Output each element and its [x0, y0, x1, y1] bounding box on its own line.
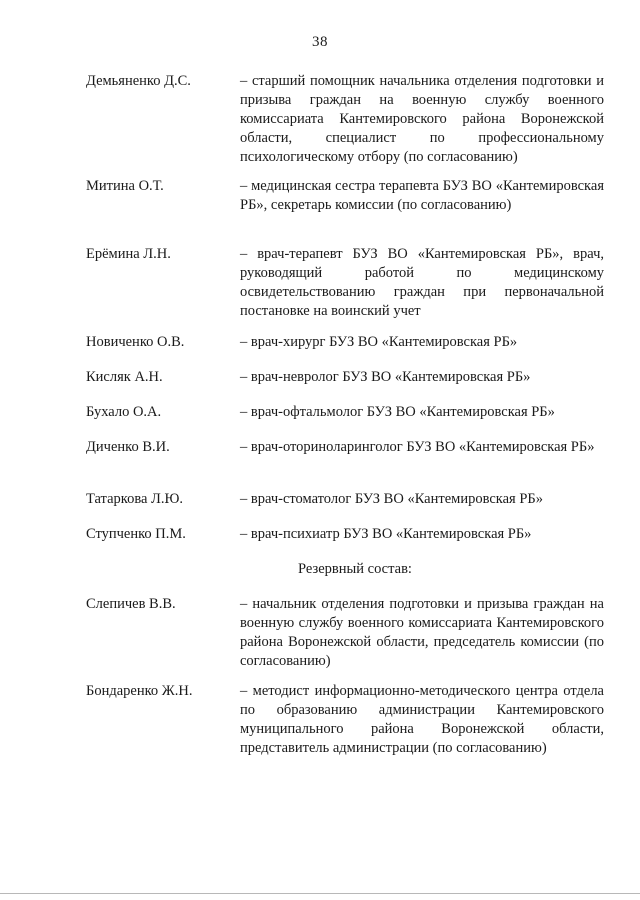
- member-position: – врач-оториноларинголог БУЗ ВО «Кантемировская РБ»: [240, 439, 595, 455]
- page-bottom-edge: [0, 893, 640, 894]
- page-number: 38: [312, 34, 328, 50]
- member-position: – врач-психиатр БУЗ ВО «Кантемировская РБ»: [240, 526, 532, 542]
- member-name: Ерёмина Л.Н.: [86, 246, 171, 262]
- member-name: Новиченко О.В.: [86, 334, 185, 350]
- member-name: Кисляк А.Н.: [86, 369, 163, 385]
- member-name: Слепичев В.В.: [86, 596, 176, 612]
- member-position: – врач-хирург БУЗ ВО «Кантемировская РБ»: [240, 334, 518, 350]
- member-position: – врач-офтальмолог БУЗ ВО «Кантемировская РБ»: [240, 404, 555, 420]
- member-position: – медицинская сестра терапевта БУЗ ВО «Кантемировская РБ», секретарь комиссии (по согласованию): [240, 178, 604, 213]
- member-position: – старший помощник начальника отделения подготовки и призыва граждан на военную службу военного комиссариата Кантемировского района Воронежской области, специалист по профессиональному психологическому отбору (по согласованию): [240, 73, 604, 165]
- member-name: Бондаренко Ж.Н.: [86, 683, 193, 699]
- reserve-section-heading: Резервный состав:: [298, 561, 412, 577]
- member-position: – методист информационно-методического центра отдела по образованию администрации Кантемировского муниципального района Воронежской области, представитель администрации (по согласованию): [240, 683, 604, 756]
- member-name: Татаркова Л.Ю.: [86, 491, 184, 507]
- member-name: Митина О.Т.: [86, 178, 164, 194]
- member-position: – начальник отделения подготовки и призыва граждан на военную службу военного комиссариата Кантемировского района Воронежской области, председатель комиссии (по согласованию): [240, 596, 604, 669]
- member-name: Диченко В.И.: [86, 439, 170, 455]
- member-name: Демьяненко Д.С.: [86, 73, 191, 89]
- member-name: Бухало О.А.: [86, 404, 162, 420]
- member-position: – врач-стоматолог БУЗ ВО «Кантемировская РБ»: [240, 491, 543, 507]
- member-name: Ступченко П.М.: [86, 526, 186, 542]
- member-position: – врач-терапевт БУЗ ВО «Кантемировская РБ», врач, руководящий работой по медицинскому освидетельствованию граждан при первоначальной постановке на воинский учет: [240, 246, 604, 319]
- member-position: – врач-невролог БУЗ ВО «Кантемировская РБ»: [240, 369, 531, 385]
